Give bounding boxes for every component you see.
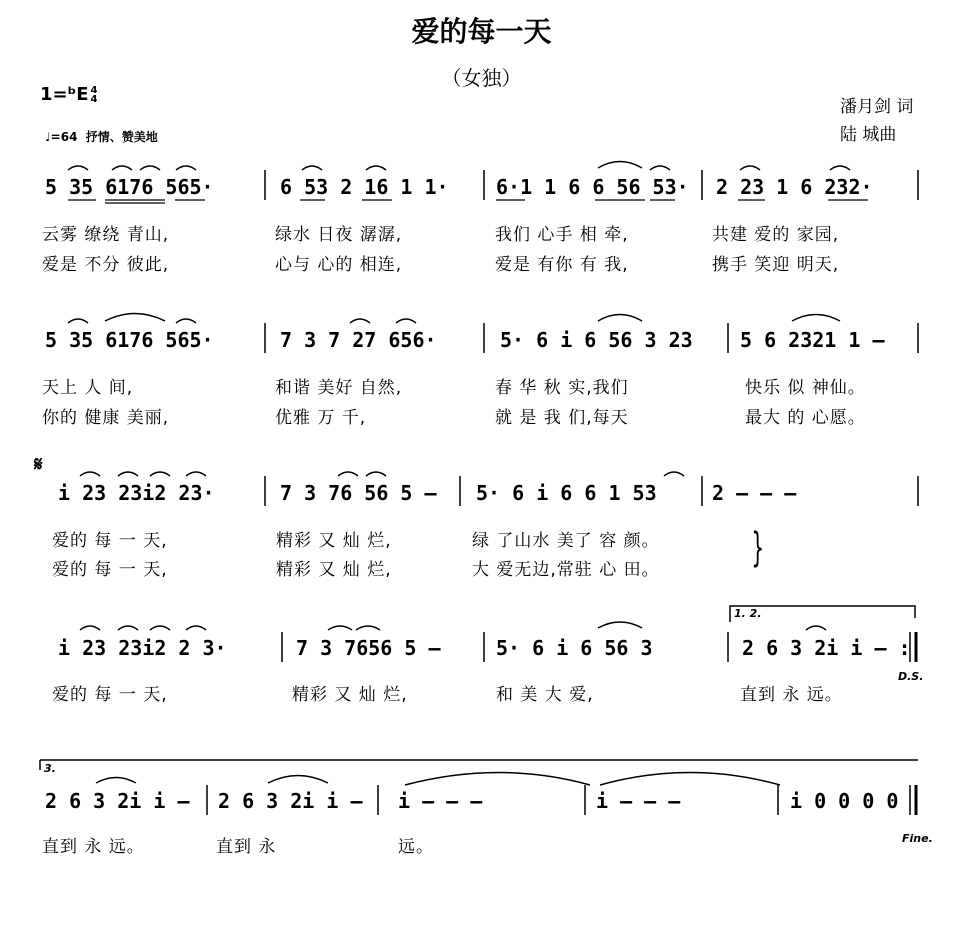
lyric-s4-m1: 爱的 每 一 天, [52, 685, 168, 705]
lyric-s5-1: 直到 永 远。 [42, 837, 145, 857]
lyric-s5-2: 直到 永 [216, 837, 277, 857]
composer-credit: 陆 城曲 [840, 125, 897, 145]
lyric-s5-3: 远。 [398, 837, 434, 857]
lyric-s4-m3: 和 美 大 爱, [496, 685, 594, 705]
lyric-s3-v2-m2: 精彩 又 灿 烂, [276, 560, 392, 580]
brace-icon: } [751, 525, 765, 571]
lyric-s4-m4: 直到 永 远。 [740, 685, 843, 705]
expression-text: 抒情、赞美地 [85, 130, 158, 144]
lyric-s1-v2-m2: 心与 心的 相连, [275, 255, 403, 275]
quarter-note-icon: ♩ [45, 130, 51, 144]
system-4-measure-3: 5· 6 i 6 56 3 [496, 636, 653, 660]
system-1-measure-1: 5 35 6176 565· [45, 175, 214, 199]
system-1-measure-3: 6·1 1 6 6 56 53· [496, 175, 689, 199]
lyric-s3-v2-m3: 大 爱无边,常驻 心 田。 [472, 560, 660, 580]
system-1-measure-4: 2 23 1 6 232· [716, 175, 873, 199]
lyric-s2-v1-m4: 快乐 似 神仙。 [745, 378, 866, 398]
lyric-s2-v2-m1: 你的 健康 美丽, [42, 408, 170, 428]
system-2-measure-2: 7 3 7 27 656· [280, 328, 437, 352]
system-2-measure-3: 5· 6 i 6 56 3 23 [500, 328, 693, 352]
time-top: 4 [90, 85, 98, 96]
system-3-measure-2: 7 3 76 56 5 – [280, 481, 437, 505]
song-title: 爱的每一天 [411, 15, 552, 48]
system-5-measure-1: 2 6 3 2i i – [45, 789, 190, 813]
system-4-measure-4: 2 6 3 2i i – : [742, 636, 911, 660]
lyric-s1-v1-m2: 绿水 日夜 潺潺, [275, 225, 403, 245]
lyric-s2-v2-m4: 最大 的 心愿。 [745, 408, 866, 428]
system-2-measure-1: 5 35 6176 565· [45, 328, 214, 352]
system-3-measure-3: 5· 6 i 6 6 1 53 [476, 481, 657, 505]
lyricist-credit: 潘月剑 词 [840, 97, 914, 117]
system-4-measure-2: 7 3 7656 5 – [296, 636, 441, 660]
lyric-s1-v2-m3: 爱是 有你 有 我, [495, 255, 629, 275]
system-5-measure-3: i – – – [398, 789, 483, 813]
lyric-s4-m2: 精彩 又 灿 烂, [292, 685, 408, 705]
system-5-measure-5: i 0 0 0 0 [790, 789, 899, 813]
system-3-measure-4: 2 – – – [712, 481, 797, 505]
lyric-s1-v2-m4: 携手 笑迎 明天, [712, 255, 840, 275]
tempo-value: =64 [50, 130, 78, 144]
volta-1-2-label: 1. 2. [734, 607, 762, 620]
lyric-s2-v1-m2: 和谐 美好 自然, [275, 378, 403, 398]
system-3-measure-1: i 23 23i2 23· [58, 481, 215, 505]
ds-mark: D.S. [898, 670, 924, 683]
lyric-s1-v2-m1: 爱是 不分 彼此, [42, 255, 170, 275]
lyric-s1-v1-m1: 云雾 缭绕 青山, [42, 225, 170, 245]
time-bottom: 4 [90, 94, 98, 105]
volta-3-label: 3. [44, 762, 56, 775]
lyric-s3-v1-m3: 绿 了山水 美了 容 颜。 [472, 531, 660, 551]
lyric-s3-v2-m1: 爱的 每 一 天, [52, 560, 168, 580]
segno-icon: 𝄋 [34, 452, 43, 476]
lyric-s2-v2-m3: 就 是 我 们,每天 [495, 408, 629, 428]
system-2-measure-4: 5 6 2321 1 – [740, 328, 885, 352]
fine-mark: Fine. [902, 832, 933, 845]
lyric-s3-v1-m1: 爱的 每 一 天, [52, 531, 168, 551]
lyric-s1-v1-m3: 我们 心手 相 牵, [495, 225, 629, 245]
system-5-measure-2: 2 6 3 2i i – [218, 789, 363, 813]
system-4-measure-1: i 23 23i2 2 3· [58, 636, 227, 660]
lyric-s3-v1-m2: 精彩 又 灿 烂, [276, 531, 392, 551]
key-label: 1=ᵇE [40, 84, 89, 105]
lyric-s1-v1-m4: 共建 爱的 家园, [712, 225, 840, 245]
system-1-measure-2: 6 53 2 16 1 1· [280, 175, 449, 199]
system-5-measure-4: i – – – [596, 789, 681, 813]
lyric-s2-v1-m3: 春 华 秋 实,我们 [495, 378, 629, 398]
song-subtitle: （女独） [441, 66, 522, 90]
lyric-s2-v2-m2: 优雅 万 千, [275, 408, 367, 428]
lyric-s2-v1-m1: 天上 人 间, [42, 378, 134, 398]
